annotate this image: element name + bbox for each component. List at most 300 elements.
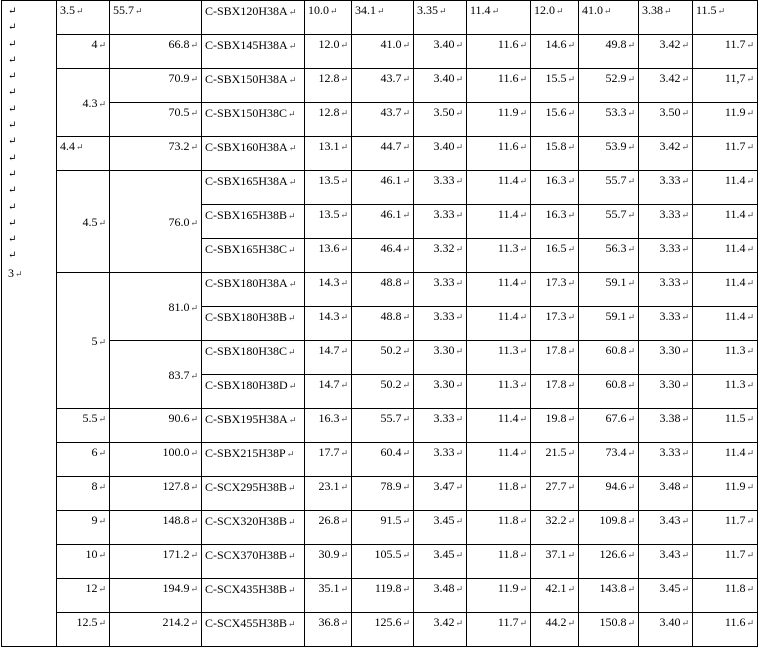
weight-cell-text: 73.2 [168,139,190,153]
value-cell-c2-text: 48.8 [380,275,402,289]
value-cell-c6-text: 49.8 [605,37,627,51]
paragraph-mark-icon: ↵ [402,346,410,356]
model-cell [202,613,305,647]
value-cell-c1-text: 14.3 [318,309,340,323]
model-cell [202,545,305,579]
paragraph-mark-icon: ↵ [519,516,527,526]
value-cell-c4 [467,579,531,613]
value-cell-c8-text: 11.3 [724,343,746,357]
paragraph-mark-icon: ↵ [8,103,17,115]
paragraph-mark-icon: ↵ [455,516,463,526]
value-cell-c3-text: 3.33 [433,207,455,221]
value-cell-c1 [305,511,352,545]
value-cell-c4-text: 11.9 [497,581,519,595]
model-cell-text: C-SBX180H38B [205,310,288,324]
value-cell-c2 [352,477,414,511]
paragraph-mark-icon: ↵ [627,448,635,458]
value-cell-c8 [693,579,758,613]
paragraph-mark-icon: ↵ [76,142,84,152]
value-cell-c7-text: 3.50 [659,105,681,119]
paragraph-mark-icon: ↵ [8,217,17,229]
value-cell-c6 [579,1,639,35]
weight-cell [110,511,202,545]
value-cell-c3 [414,273,467,307]
value-cell-c7-text: 3.33 [659,445,681,459]
weight-cell-text: 76.0 [168,214,190,229]
paragraph-mark-icon: ↵ [455,176,463,186]
value-cell-c5-text: 15.8 [545,139,567,153]
table-row [2,103,758,137]
paragraph-mark-icon: ↵ [746,618,754,628]
value-cell-c5 [531,1,579,35]
paragraph-mark-icon: ↵ [98,448,106,458]
power-cell-text: 3.5 [60,3,75,17]
paragraph-mark-icon: ↵ [190,414,198,424]
value-cell-c8 [693,137,758,171]
paragraph-mark-icon: ↵ [340,448,348,458]
value-cell-c1-text: 13.5 [318,207,340,221]
paragraph-mark-icon: ↵ [439,6,447,16]
power-cell [57,273,110,409]
value-cell-c6-text: 67.6 [605,411,627,425]
value-cell-c4-text: 11.4 [497,309,519,323]
value-cell-c8-text: 11.7 [724,37,746,51]
paragraph-mark-icon: ↵ [455,550,463,560]
paragraph-mark-icon: ↵ [627,414,635,424]
value-cell-c8-text: 11.4 [724,275,746,289]
power-cell [57,579,110,613]
value-cell-c6 [579,205,639,239]
value-cell-c8-text: 11.4 [724,241,746,255]
value-cell-c4 [467,375,531,409]
weight-cell [110,1,202,35]
value-cell-c7-text: 3.42 [659,71,681,85]
value-cell-c2 [352,171,414,205]
value-cell-c8 [693,103,758,137]
paragraph-mark-icon: ↵ [340,278,348,288]
paragraph-mark-icon: ↵ [288,75,297,85]
value-cell-c6-text: 53.9 [605,139,627,153]
paragraph-mark-icon: ↵ [627,516,635,526]
power-cell [57,137,110,171]
value-cell-c1-text: 35.1 [318,581,340,595]
paragraph-mark-icon: ↵ [288,7,297,17]
value-cell-c5 [531,239,579,273]
paragraph-mark-icon: ↵ [681,40,689,50]
paragraph-mark-icon: ↵ [340,244,348,254]
weight-cell [110,545,202,579]
value-cell-c1 [305,613,352,647]
value-cell-c6 [579,137,639,171]
value-cell-c4 [467,239,531,273]
value-cell-c8-text: 11.4 [724,445,746,459]
paragraph-mark-icon: ↵ [627,312,635,322]
paragraph-mark-icon: ↵ [519,414,527,424]
paragraph-mark-icon: ↵ [746,176,754,186]
model-cell [202,103,305,137]
paragraph-mark-icon: ↵ [627,618,635,628]
value-cell-c6 [579,273,639,307]
paragraph-mark-icon: ↵ [746,516,754,526]
model-cell-text: C-SBX180H38D [205,378,288,392]
paragraph-mark-icon: ↵ [340,74,348,84]
value-cell-c6-text: 60.8 [605,377,627,391]
value-cell-c5 [531,511,579,545]
model-cell-text: C-SBX150H38A [205,72,288,86]
paragraph-mark-icon: ↵ [627,108,635,118]
value-cell-c7-text: 3.33 [659,173,681,187]
value-cell-c4 [467,341,531,375]
value-cell-c7 [639,205,693,239]
model-cell [202,239,305,273]
paragraph-mark-icon: ↵ [8,87,17,99]
paragraph-mark-icon: ↵ [567,380,575,390]
value-cell-c1-text: 16.3 [318,411,340,425]
value-cell-c4-text: 11.6 [497,37,519,51]
value-cell-c4-text: 11.7 [497,615,519,629]
paragraph-mark-icon: ↵ [627,210,635,220]
power-cell [57,35,110,69]
value-cell-c1-text: 10.0 [308,3,329,17]
value-cell-c2-text: 43.7 [380,71,402,85]
value-cell-c6-text: 59.1 [605,309,627,323]
value-cell-c7 [639,511,693,545]
value-cell-c1 [305,341,352,375]
value-cell-c6 [579,239,639,273]
paragraph-mark-icon: ↵ [98,98,106,109]
paragraph-mark-icon: ↵ [190,448,198,458]
paragraph-mark-icon: ↵ [455,584,463,594]
value-cell-c2-text: 55.7 [380,411,402,425]
table-row [2,477,758,511]
weight-cell [110,103,202,137]
paragraph-mark-icon: ↵ [681,74,689,84]
paragraph-mark-icon: ↵ [8,38,17,50]
value-cell-c5-text: 15.6 [545,105,567,119]
paragraph-mark-icon: ↵ [288,245,296,255]
value-cell-c2-text: 119.8 [374,581,402,595]
value-cell-c7 [639,307,693,341]
value-cell-c3-text: 3.30 [433,377,455,391]
value-cell-c8 [693,545,758,579]
value-cell-c4-text: 11.4 [497,173,519,187]
value-cell-c8 [693,409,758,443]
value-cell-c7-text: 3.38 [642,3,663,17]
paragraph-mark-icon: ↵ [455,482,463,492]
weight-cell-text: 194.9 [162,581,190,595]
paragraph-mark-icon: ↵ [519,74,527,84]
value-cell-c3 [414,477,467,511]
weight-cell-text: 90.6 [168,411,190,425]
paragraph-mark-icon: ↵ [627,278,635,288]
paragraph-mark-icon: ↵ [681,176,689,186]
value-cell-c7 [639,613,693,647]
weight-cell-text: 55.7 [113,3,134,17]
table-row [2,545,758,579]
value-cell-c3-text: 3.40 [433,71,455,85]
power-cell [57,545,110,579]
paragraph-mark-icon: ↵ [98,40,106,50]
paragraph-mark-icon: ↵ [288,483,296,493]
model-cell-text: C-SBX165H38C [205,242,288,256]
value-cell-c2-text: 125.6 [374,615,402,629]
value-cell-c4-text: 11.3 [497,241,519,255]
value-cell-c7 [639,171,693,205]
value-cell-c3 [414,579,467,613]
value-cell-c6 [579,103,639,137]
value-cell-c7-text: 3.33 [659,275,681,289]
paragraph-mark-icon: ↵ [519,142,527,152]
value-cell-c2 [352,239,414,273]
value-cell-c2-text: 46.4 [380,241,402,255]
value-cell-c8-text: 11.5 [696,3,717,17]
paragraph-mark-icon: ↵ [455,244,463,254]
value-cell-c7 [639,35,693,69]
paragraph-mark-icon: ↵ [288,143,297,153]
value-cell-c3-text: 3.33 [433,275,455,289]
paragraph-mark-icon: ↵ [190,370,198,381]
paragraph-mark-icon: ↵ [519,312,527,322]
paragraph-mark-icon: ↵ [402,210,410,220]
value-cell-c2-text: 48.8 [380,309,402,323]
paragraph-mark-icon: ↵ [567,278,575,288]
paragraph-mark-icon: ↵ [288,177,297,187]
value-cell-c4 [467,205,531,239]
value-cell-c7 [639,443,693,477]
model-cell-text: C-SBX150H38C [205,106,288,120]
model-cell [202,273,305,307]
value-cell-c5 [531,545,579,579]
paragraph-mark-icon: ↵ [746,414,754,424]
value-cell-c6 [579,613,639,647]
power-cell-text: 9 [91,513,98,527]
paragraph-mark-icon: ↵ [135,6,143,16]
paragraph-mark-icon: ↵ [567,312,575,322]
value-cell-c2 [352,35,414,69]
model-cell-text: C-SCX435H38B [205,582,288,596]
weight-cell [110,613,202,647]
value-cell-c5 [531,171,579,205]
table-row [2,443,758,477]
model-cell [202,511,305,545]
power-cell [57,409,110,443]
paragraph-mark-icon: ↵ [681,244,689,254]
value-cell-c3 [414,205,467,239]
value-cell-c3-text: 3.45 [433,513,455,527]
model-cell [202,171,305,205]
paragraph-mark-icon: ↵ [98,516,106,526]
value-cell-c2-text: 46.1 [380,173,402,187]
paragraph-mark-icon: ↵ [604,6,612,16]
paragraph-mark-icon: ↵ [402,142,410,152]
table-row [2,35,758,69]
model-cell-text: C-SBX215H38P [205,446,286,460]
weight-cell-text: 70.5 [168,105,190,119]
power-cell-text: 5 [91,333,98,348]
paragraph-mark-icon: ↵ [190,217,198,228]
value-cell-c7 [639,103,693,137]
paragraph-mark-icon: ↵ [288,381,297,391]
value-cell-c7 [639,137,693,171]
paragraph-mark-icon: ↵ [567,482,575,492]
value-cell-c2 [352,409,414,443]
value-cell-c5-text: 12.0 [534,3,555,17]
paragraph-mark-icon: ↵ [627,142,635,152]
value-cell-c1-text: 13.6 [318,241,340,255]
paragraph-mark-icon: ↵ [8,22,17,34]
value-cell-c7 [639,341,693,375]
value-cell-c6-text: 55.7 [605,173,627,187]
paragraph-mark-icon: ↵ [681,312,689,322]
value-cell-c3-text: 3.45 [433,547,455,561]
value-cell-c7 [639,409,693,443]
value-cell-c5-text: 42.1 [545,581,567,595]
paragraph-mark-icon: ↵ [746,346,754,356]
value-cell-c8-text: 11.9 [724,479,746,493]
paragraph-mark-icon: ↵ [286,449,295,459]
value-cell-c8-text: 11.4 [724,173,746,187]
weight-cell-text: 66.8 [168,37,190,51]
paragraph-mark-icon: ↵ [681,142,689,152]
paragraph-mark-icon: ↵ [681,550,689,560]
paragraph-mark-icon: ↵ [746,74,754,84]
value-cell-c2 [352,307,414,341]
value-cell-c5-text: 17.3 [545,309,567,323]
value-cell-c6 [579,443,639,477]
power-cell [57,443,110,477]
value-cell-c3-text: 3.33 [433,411,455,425]
value-cell-c3 [414,511,467,545]
value-cell-c4-text: 11.6 [497,71,519,85]
paragraph-mark-icon: ↵ [519,278,527,288]
value-cell-c2 [352,375,414,409]
table-row [2,1,758,35]
value-cell-c6-text: 55.7 [605,207,627,221]
value-cell-c1-text: 23.1 [318,479,340,493]
value-cell-c5 [531,273,579,307]
paragraph-mark-icon: ↵ [519,482,527,492]
paragraph-mark-icon: ↵ [340,380,348,390]
paragraph-mark-icon: ↵ [567,550,575,560]
paragraph-mark-icon: ↵ [681,448,689,458]
value-cell-c7-text: 3.40 [659,615,681,629]
paragraph-mark-icon: ↵ [681,380,689,390]
value-cell-c2 [352,273,414,307]
paragraph-mark-icon: ↵ [519,380,527,390]
value-cell-c8 [693,613,758,647]
power-cell [57,171,110,273]
model-cell [202,375,305,409]
value-cell-c8 [693,171,758,205]
model-cell [202,579,305,613]
value-cell-c2-text: 50.2 [380,343,402,357]
value-cell-c8-text: 11.6 [724,615,746,629]
value-cell-c2 [352,69,414,103]
paragraph-mark-icon: ↵ [519,584,527,594]
value-cell-c3-text: 3.48 [433,581,455,595]
paragraph-mark-icon: ↵ [190,74,198,84]
paragraph-mark-icon: ↵ [15,268,23,279]
value-cell-c1-text: 14.7 [318,343,340,357]
value-cell-c8-text: 11.8 [724,581,746,595]
paragraph-mark-icon: ↵ [567,142,575,152]
table-row [2,341,758,375]
weight-cell [110,341,202,409]
capacity-group-cell [2,1,57,647]
value-cell-c7-text: 3.45 [659,581,681,595]
model-cell-text: C-SCX370H38B [205,548,288,562]
power-cell [57,477,110,511]
paragraph-mark-icon: ↵ [627,74,635,84]
model-cell [202,205,305,239]
power-cell-text: 4.5 [82,214,98,229]
paragraph-mark-icon: ↵ [567,346,575,356]
model-cell-text: C-SBX120H38A [205,4,288,18]
weight-cell-text: 83.7 [168,367,190,382]
value-cell-c6 [579,35,639,69]
value-cell-c2 [352,341,414,375]
value-cell-c3 [414,443,467,477]
model-cell-text: C-SBX165H38A [205,174,288,188]
paragraph-mark-icon: ↵ [288,619,296,629]
paragraph-mark-icon: ↵ [288,279,297,289]
value-cell-c2 [352,545,414,579]
value-cell-c5-text: 14.6 [545,37,567,51]
paragraph-mark-icon: ↵ [567,210,575,220]
value-cell-c3 [414,137,467,171]
value-cell-c7-text: 3.30 [659,343,681,357]
value-cell-c4 [467,307,531,341]
value-cell-c3 [414,545,467,579]
value-cell-c1 [305,69,352,103]
value-cell-c8 [693,443,758,477]
paragraph-mark-icon: ↵ [717,6,726,16]
value-cell-c7-text: 3.43 [659,513,681,527]
paragraph-mark-icon: ↵ [402,448,410,458]
value-cell-c7 [639,375,693,409]
value-cell-c5 [531,443,579,477]
value-cell-c2-text: 44.7 [380,139,402,153]
paragraph-mark-icon: ↵ [455,346,463,356]
paragraph-mark-icon: ↵ [402,244,410,254]
paragraph-mark-icon: ↵ [402,482,410,492]
value-cell-c4 [467,409,531,443]
value-cell-c8 [693,341,758,375]
paragraph-mark-icon: ↵ [340,312,348,322]
value-cell-c3 [414,409,467,443]
weight-cell-text: 214.2 [162,615,190,629]
value-cell-c3-text: 3.30 [433,343,455,357]
value-cell-c8 [693,375,758,409]
paragraph-mark-icon: ↵ [8,152,17,164]
value-cell-c6 [579,69,639,103]
paragraph-mark-icon: ↵ [402,516,410,526]
weight-cell [110,273,202,341]
paragraph-mark-icon: ↵ [664,6,672,16]
value-cell-c1-text: 12.0 [318,37,340,51]
value-cell-c1 [305,545,352,579]
paragraph-mark-icon: ↵ [8,234,17,246]
paragraph-mark-icon: ↵ [402,312,410,322]
paragraph-mark-icon: ↵ [76,6,84,16]
model-cell-text: C-SBX195H38A [205,412,288,426]
paragraph-mark-icon: ↵ [340,176,348,186]
paragraph-mark-icon: ↵ [190,40,198,50]
value-cell-c5-text: 16.5 [545,241,567,255]
value-cell-c4 [467,1,531,35]
paragraph-mark-icon: ↵ [567,516,575,526]
power-cell-text: 8 [91,479,98,493]
